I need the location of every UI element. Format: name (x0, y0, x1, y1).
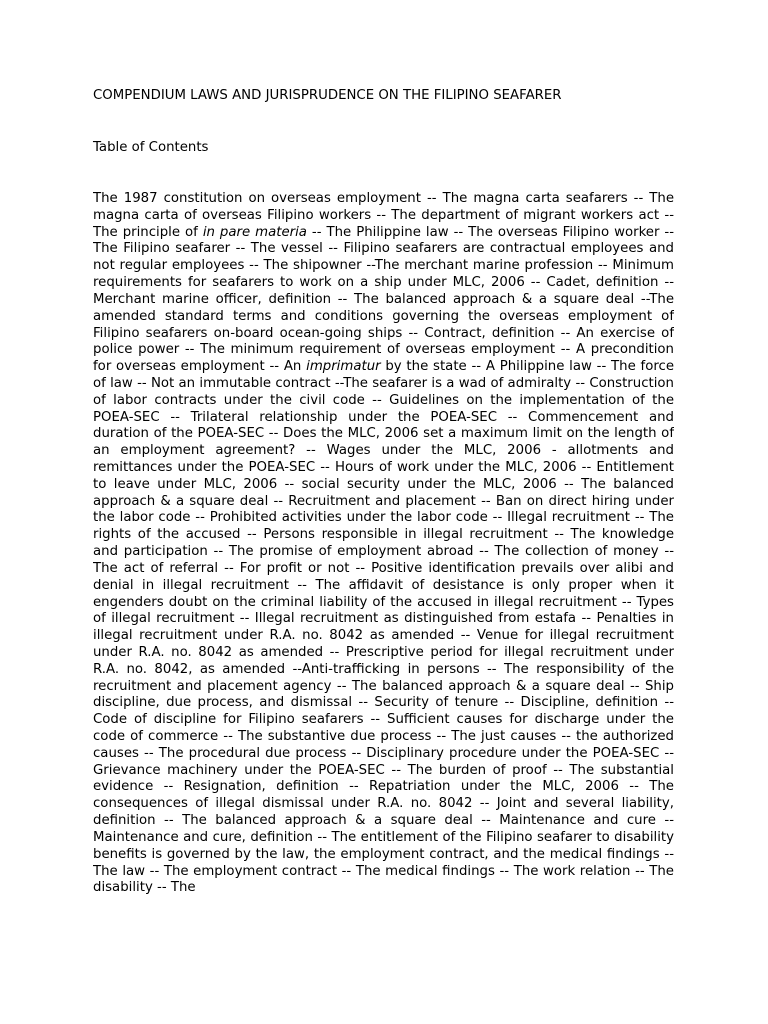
toc-segment: The 1987 constitution on overseas employment -- The magna carta seafarers -- The magna carta of overseas Filipino workers -- The department of migrant workers act --The principle of (93, 191, 674, 240)
toc-segment-italic: imprimatur (306, 359, 381, 375)
toc-segment: -- The Philippine law -- The overseas Filipino worker -- The Filipino seafarer -- The vessel -- Filipino seafarers are contractual employees and not regular employees -- The shipowner --The merchant marine profession -- Minimum requirements for seafarers to work on a ship under MLC, 2006 -- Cadet, definition -- Merchant marine officer, definition -- The balanced approach & a square deal --The amended standard terms and conditions governing the overseas employment of Filipino seafarers on-board ocean-going ships -- Contract, definition -- An exercise of police power -- The minimum requirement of overseas employment -- A precondition for overseas employment -- An (93, 224, 674, 375)
toc-segment: by the state -- A Philippine law -- The force of law -- Not an immutable contract --The seafarer is a wad of admiralty -- Construction of labor contracts under the civil code -- Guidelines on the implementation of the POEA-SEC -- Trilateral relationship under the POEA-SEC -- Commencement and duration of the POEA-SEC -- Does the MLC, 2006 set a maximum limit on the length of an employment agreement? -- Wages under the MLC, 2006 - allotments and remittances under the POEA-SEC -- Hours of work under the MLC, 2006 -- Entitlement to leave under MLC, 2006 -- social security under the MLC, 2006 -- The balanced approach & a square deal -- Recruitment and placement -- Ban on direct hiring under the labor code -- Prohibited activities under the labor code -- Illegal recruitment -- The rights of the accused -- Persons responsible in illegal recruitment -- The knowledge and participation -- The promise of employment abroad -- The collection of money -- The act of referral -- For profit or not -- Positive identification prevails over alibi and denial in illegal recruitment -- The affidavit of desistance is only proper when it engenders doubt on the criminal liability of the accused in illegal recruitment -- Types of illegal recruitment -- Illegal recruitment as distinguished from estafa -- Penalties in illegal recruitment under R.A. no. 8042 as amended -- Venue for illegal recruitment under R.A. no. 8042 as amended -- Prescriptive period for illegal recruitment under R.A. no. 8042, as amended --Anti-trafficking in persons -- The responsibility of the recruitment and placement agency -- The balanced approach & a square deal -- Ship discipline, due process, and dismissal -- Security of tenure -- Discipline, definition -- Code of discipline for Filipino seafarers -- Sufficient causes for discharge under the code of commerce -- The substantive due process -- The just causes -- the authorized causes -- The procedural due process -- Disciplinary procedure under the POEA-SEC -- Grievance machinery under the POEA-SEC -- The burden of proof -- The substantial evidence -- Resignation, definition -- Repatriation under the MLC, 2006 -- The consequences of illegal dismissal under R.A. no. 8042 -- Joint and several liability, definition -- The balanced approach & a square deal -- Maintenance and cure -- Maintenance and cure, definition -- The entitlement of the Filipino seafarer to disability benefits is governed by the law, the employment contract, and the medical findings -- The law -- The employment contract -- The medical findings -- The work relation -- The disability -- The (93, 359, 674, 896)
document-page (93, 86, 674, 931)
document-title: COMPENDIUM LAWS AND JURISPRUDENCE ON THE FILIPINO SEAFARER (93, 88, 562, 103)
toc-body (93, 191, 674, 931)
toc-segment-italic: in pare materia (202, 224, 307, 240)
toc-heading: Table of Contents (93, 140, 209, 155)
